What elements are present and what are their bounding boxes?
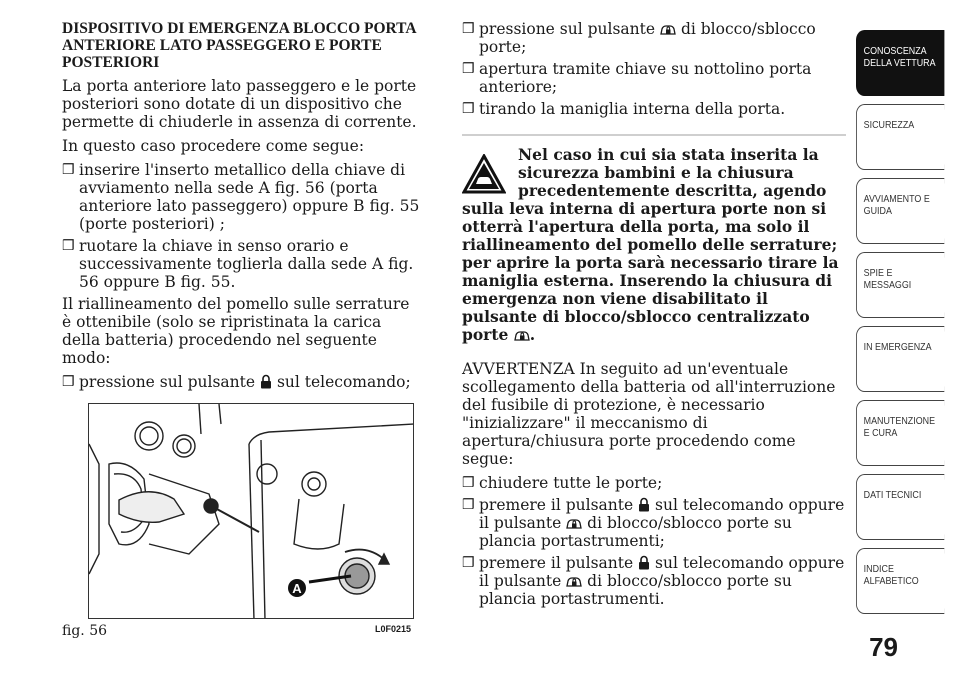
checkbox-bullet-icon: ❒ — [62, 162, 75, 178]
warning-triangle-icon — [462, 154, 506, 194]
list-item: ❒ pressione sul pulsante di blocco/sblocco porte; — [462, 20, 816, 56]
chapter-tabs — [856, 30, 960, 622]
avvertenza-paragraph: AVVERTENZA In seguito ad un'eventuale scollegamento della batteria od all'interruzione del fusibile di protezione, è necessario "inizializzare" il meccanismo di apertura/chiusura porte procedendo come segue: — [462, 360, 836, 468]
checkbox-bullet-icon: ❒ — [462, 475, 475, 491]
list-item: ❒ premere il pulsante sul telecomando oppure il pulsante di blocco/sblocco porte su plancia portastrumenti. — [462, 554, 845, 608]
lock-icon — [638, 497, 650, 512]
tab-indice-alfabetico[interactable]: INDICE ALFABETICO — [856, 548, 944, 614]
tab-manutenzione-e-cura[interactable]: MANUTENZIONE E CURA — [856, 400, 944, 466]
tab-spie-e-messaggi[interactable]: SPIE E MESSAGGI — [856, 252, 944, 318]
section-title: DISPOSITIVO DI EMERGENZA BLOCCO PORTA ANTERIORE LATO PASSEGGERO E PORTE POSTERIORI — [62, 20, 416, 71]
right-column — [462, 20, 846, 612]
list-item: ❒ apertura tramite chiave su nottolino porta anteriore; — [462, 60, 812, 96]
checkbox-bullet-icon: ❒ — [462, 497, 475, 513]
divider — [462, 134, 846, 136]
car-lock-icon — [566, 574, 582, 589]
list-item: ❒ pressione sul pulsante sul telecomando; — [62, 373, 411, 391]
tab-sicurezza[interactable]: SICUREZZA — [856, 104, 944, 170]
checkbox-bullet-icon: ❒ — [62, 374, 75, 390]
warning-text-first: Nel caso in cui sia stata inserita la sicurezza bambini e la chiusura precedentemente descritta, agendo — [518, 145, 827, 200]
tab-conoscenza-della-vettura[interactable]: CONOSCENZA DELLA VETTURA — [856, 30, 944, 96]
tab-in-emergenza[interactable]: IN EMERGENZA — [856, 326, 944, 392]
list-item: ❒ ruotare la chiave in senso orario e successivamente toglierla dalla sede A fig. 56 oppure B fig. 55. — [62, 237, 414, 291]
car-lock-icon — [660, 22, 676, 37]
list-item: ❒ tirando la maniglia interna della porta. — [462, 100, 786, 118]
warning-text-rest: sulla leva interna di apertura porte non si otterrà l'apertura della porta, ma solo il riallineamento del pomello delle serrature; per aprire la porta sarà necessario tirare la maniglia esterna. Inserendo la chiusura di emergenza non viene disabilitato il pulsante di blocco/sblocco centralizzato porte . — [462, 199, 839, 344]
figure-door-lock — [88, 403, 414, 619]
figure-code: L0F0215 — [375, 624, 412, 634]
lock-icon — [638, 555, 650, 570]
figure-label-a: A — [292, 581, 302, 596]
list-item: ❒ inserire l'inserto metallico della chiave di avviamento nella sede A fig. 56 (porta anteriore lato passeggero) oppure B fig. 55 (porte posteriori) ; — [62, 161, 420, 233]
checkbox-bullet-icon: ❒ — [462, 101, 475, 117]
car-lock-icon — [514, 328, 530, 343]
figure-caption: fig. 56 — [62, 623, 108, 639]
door-lock-illustration — [89, 404, 414, 619]
car-lock-icon — [566, 516, 582, 531]
checkbox-bullet-icon: ❒ — [462, 61, 475, 77]
left-column — [62, 20, 422, 395]
tab-avviamento-e-guida[interactable]: AVVIAMENTO E GUIDA — [856, 178, 944, 244]
page-number: 79 — [869, 632, 898, 662]
lock-icon — [260, 374, 272, 389]
warning-box — [462, 146, 846, 344]
list-item: ❒ chiudere tutte le porte; — [462, 474, 663, 492]
tab-dati-tecnici[interactable]: DATI TECNICI — [856, 474, 944, 540]
checkbox-bullet-icon: ❒ — [62, 238, 75, 254]
realign-paragraph: Il riallineamento del pomello sulle serrature è ottenibile (solo se ripristinata la carica della batteria) procedendo nel seguente modo: — [62, 295, 410, 367]
intro-paragraph: La porta anteriore lato passeggero e le porte posteriori sono dotate di un dispositivo che permette di chiuderle in assenza di corrente. — [62, 77, 417, 131]
list-item: ❒ premere il pulsante sul telecomando oppure il pulsante di blocco/sblocco porte su plancia portastrumenti; — [462, 496, 845, 550]
checkbox-bullet-icon: ❒ — [462, 21, 475, 37]
procedure-intro: In questo caso procedere come segue: — [62, 137, 365, 155]
checkbox-bullet-icon: ❒ — [462, 555, 475, 571]
